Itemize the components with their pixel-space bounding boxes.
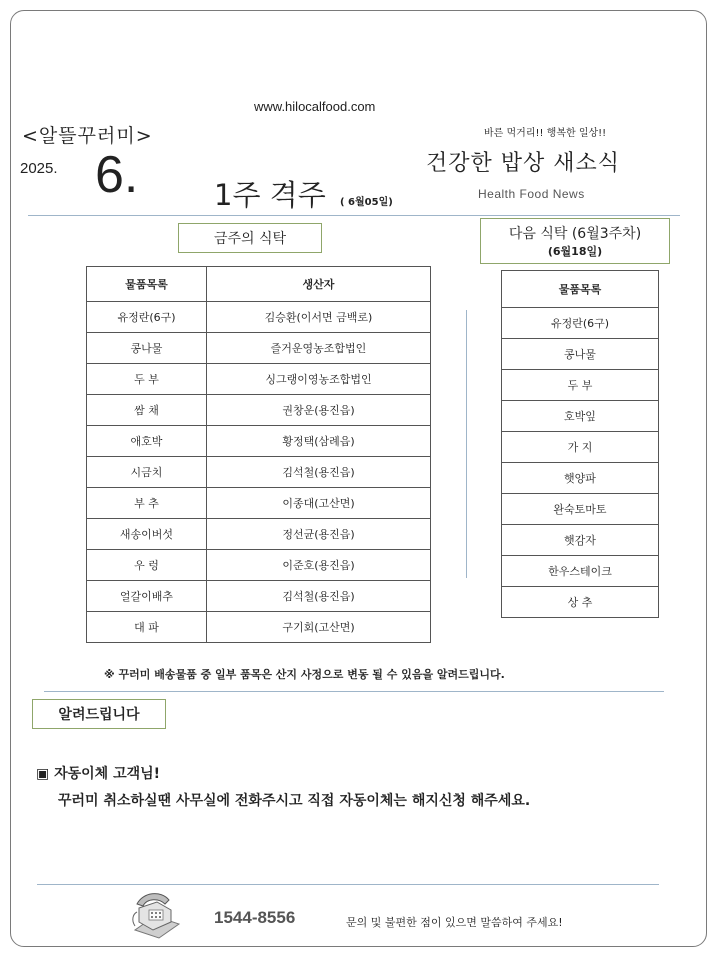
item-cell: 완숙토마토: [502, 494, 659, 525]
item-cell: 두 부: [502, 370, 659, 401]
producer-cell: 이종대(고산면): [207, 488, 431, 519]
item-cell: 두 부: [87, 364, 207, 395]
table-row: [87, 488, 431, 519]
newsletter-title: 건강한 밥상 새소식: [426, 151, 621, 176]
table-row: [87, 364, 431, 395]
table-row: [502, 463, 659, 494]
producer-cell: 김석철(용진읍): [207, 457, 431, 488]
next-week-label-box: [480, 218, 670, 264]
phone-number[interactable]: 1544-8556: [214, 908, 296, 927]
column-header-item: 물품목록: [502, 271, 659, 308]
slogan: 바른 먹거리!! 행복한 일상!!: [484, 128, 607, 139]
table-header-row: [502, 271, 659, 308]
footer-divider: [37, 884, 659, 885]
item-cell: 햇양파: [502, 463, 659, 494]
item-cell: 시금치: [87, 457, 207, 488]
table-row: [502, 525, 659, 556]
header-divider: [28, 215, 680, 216]
table-row: [502, 432, 659, 463]
this-week-table: [86, 266, 431, 643]
table-row: [87, 426, 431, 457]
item-cell: 우 렁: [87, 550, 207, 581]
week-date: ( 6월05일): [340, 197, 393, 208]
producer-cell: 김석철(용진읍): [207, 581, 431, 612]
table-row: [502, 587, 659, 618]
website-url[interactable]: www.hilocalfood.com: [254, 99, 376, 114]
next-week-label: 다음 식탁 (6월3주차): [508, 226, 642, 242]
item-cell: 유정란(6구): [502, 308, 659, 339]
item-cell: 대 파: [87, 612, 207, 643]
producer-cell: 김승환(이서면 금백로): [207, 302, 431, 333]
item-cell: 상 추: [502, 587, 659, 618]
table-row: [87, 395, 431, 426]
announcement-title: ▣ 자동이체 고객님!: [36, 766, 161, 782]
item-cell: 콩나물: [87, 333, 207, 364]
table-row: [87, 550, 431, 581]
contact-note: 문의 및 불편한 점이 있으면 말씀하여 주세요!: [346, 916, 563, 929]
producer-cell: 이준호(용진읍): [207, 550, 431, 581]
notice-divider: [44, 691, 664, 692]
column-divider: [466, 310, 467, 578]
table-row: [87, 457, 431, 488]
table-row: [502, 494, 659, 525]
producer-cell: 황정택(삼례읍): [207, 426, 431, 457]
producer-cell: 권창운(용진읍): [207, 395, 431, 426]
substitution-notice: ※ 꾸러미 배송물품 중 일부 품목은 산지 사정으로 변동 될 수 있음을 알려드립니다.: [104, 668, 505, 681]
producer-cell: 싱그랭이영농조합법인: [207, 364, 431, 395]
table-row: [502, 370, 659, 401]
item-cell: 가 지: [502, 432, 659, 463]
item-cell: 얼갈이배추: [87, 581, 207, 612]
next-week-table: [501, 270, 659, 618]
column-header-producer: 생산자: [207, 267, 431, 302]
item-cell: 부 추: [87, 488, 207, 519]
item-cell: 콩나물: [502, 339, 659, 370]
table-row: [502, 339, 659, 370]
item-cell: 새송이버섯: [87, 519, 207, 550]
producer-cell: 정선균(용진읍): [207, 519, 431, 550]
item-cell: 한우스테이크: [502, 556, 659, 587]
table-row: [87, 302, 431, 333]
table-row: [87, 581, 431, 612]
item-cell: 유정란(6구): [87, 302, 207, 333]
week-title: 1주 격주: [214, 178, 326, 212]
brand-name: <알뜰꾸러미>: [22, 125, 153, 147]
table-row: [87, 519, 431, 550]
table-row: [87, 333, 431, 364]
table-row: [87, 612, 431, 643]
item-cell: 쌈 채: [87, 395, 207, 426]
column-header-item: 물품목록: [87, 267, 207, 302]
announcement-body: 꾸러미 취소하실땐 사무실에 전화주시고 직접 자동이체는 해지신청 해주세요.: [58, 793, 531, 809]
table-header-row: [87, 267, 431, 302]
telephone-icon: [129, 886, 183, 940]
newsletter-subtitle: Health Food News: [478, 187, 585, 201]
next-week-date: (6월18일): [547, 245, 603, 258]
item-cell: 햇감자: [502, 525, 659, 556]
table-row: [502, 556, 659, 587]
issue-year: 2025.: [20, 160, 58, 177]
table-row: [502, 308, 659, 339]
issue-month: 6.: [95, 146, 139, 204]
producer-cell: 구기회(고산면): [207, 612, 431, 643]
this-week-label: 금주의 식탁: [178, 223, 322, 253]
item-cell: 애호박: [87, 426, 207, 457]
table-row: [502, 401, 659, 432]
announcement-label: 알려드립니다: [32, 699, 166, 729]
item-cell: 호박잎: [502, 401, 659, 432]
producer-cell: 즐거운영농조합법인: [207, 333, 431, 364]
